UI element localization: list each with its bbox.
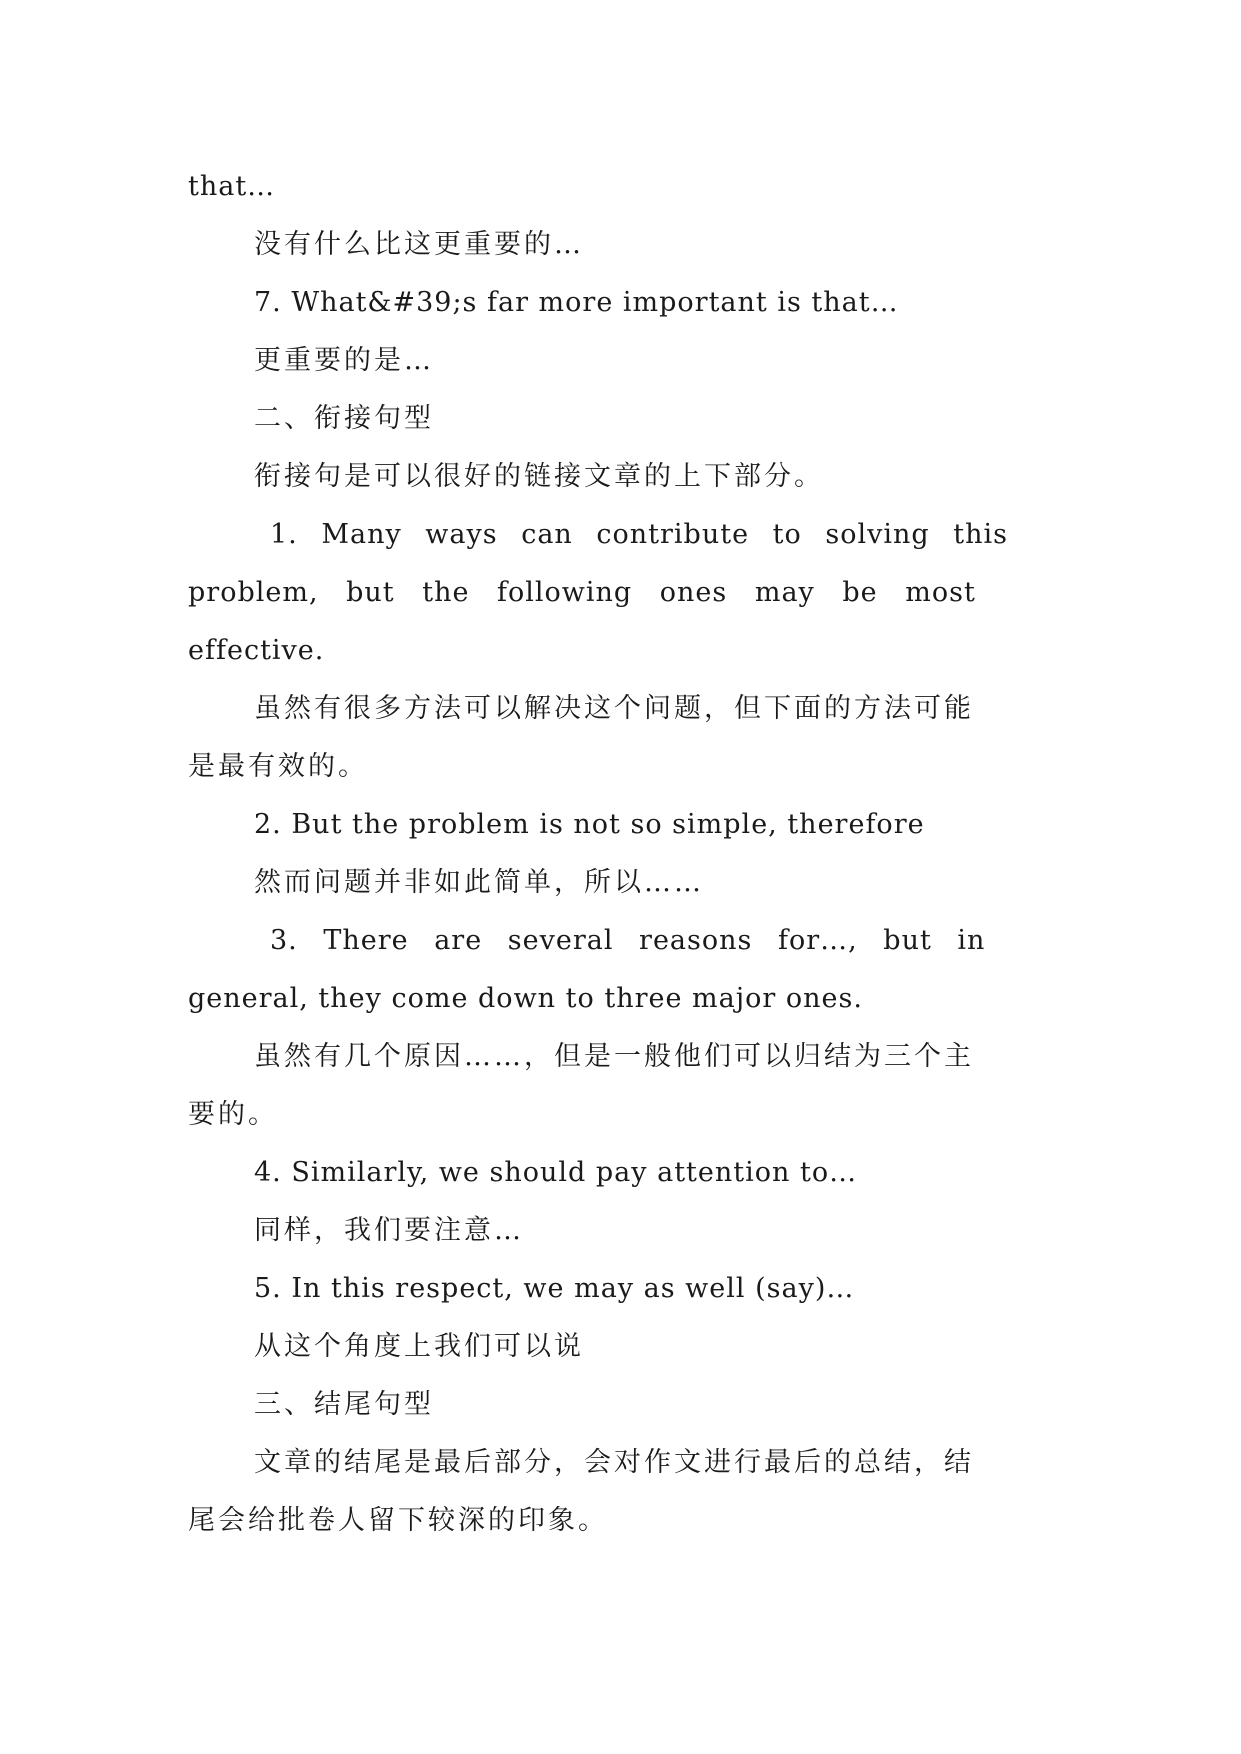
- phrase-2-not-so-simple: 2. But the problem is not so simple, therefore: [254, 809, 925, 840]
- translation-several-reasons-end: 要的。: [188, 1099, 278, 1130]
- document-body: [188, 158, 1050, 1550]
- phrase-4-similarly: 4. Similarly, we should pay attention to…: [254, 1157, 858, 1188]
- section-intro-closing: 文章的结尾是最后部分，会对作文进行最后的总结，结: [254, 1447, 974, 1478]
- phrase-3-several-reasons: 3. There are several reasons for…, but in: [270, 925, 986, 956]
- phrase-7-whats-far-more-important: 7. What&#39;s far more important is that…: [254, 287, 899, 318]
- translation-similarly: 同样，我们要注意…: [254, 1215, 524, 1246]
- phrase-1-many-ways: 1. Many ways can contribute to solving this: [270, 519, 1008, 550]
- phrase-3-several-reasons-cont: general, they come down to three major ones.: [188, 983, 863, 1014]
- section-heading-transition-sentences: 二、衔接句型: [254, 403, 434, 434]
- section-heading-closing-sentences: 三、结尾句型: [254, 1389, 434, 1420]
- phrase-5-in-this-respect: 5. In this respect, we may as well (say)…: [254, 1273, 855, 1304]
- translation-many-ways: 虽然有很多方法可以解决这个问题，但下面的方法可能: [254, 693, 974, 724]
- phrase-1-many-ways-end: effective.: [188, 635, 325, 666]
- phrase-1-many-ways-cont: problem, but the following ones may be most: [188, 577, 976, 608]
- translation-several-reasons: 虽然有几个原因……，但是一般他们可以归结为三个主: [254, 1041, 974, 1072]
- translation-not-so-simple: 然而问题并非如此简单，所以……: [254, 867, 704, 898]
- translation-nothing-more-important: 没有什么比这更重要的…: [254, 229, 584, 260]
- translation-more-important: 更重要的是…: [254, 345, 434, 376]
- text-line-that: that…: [188, 171, 276, 202]
- translation-in-this-respect: 从这个角度上我们可以说: [254, 1331, 584, 1362]
- section-intro-transition: 衔接句是可以很好的链接文章的上下部分。: [254, 461, 824, 492]
- section-intro-closing-end: 尾会给批卷人留下较深的印象。: [188, 1505, 608, 1536]
- translation-many-ways-end: 是最有效的。: [188, 751, 368, 782]
